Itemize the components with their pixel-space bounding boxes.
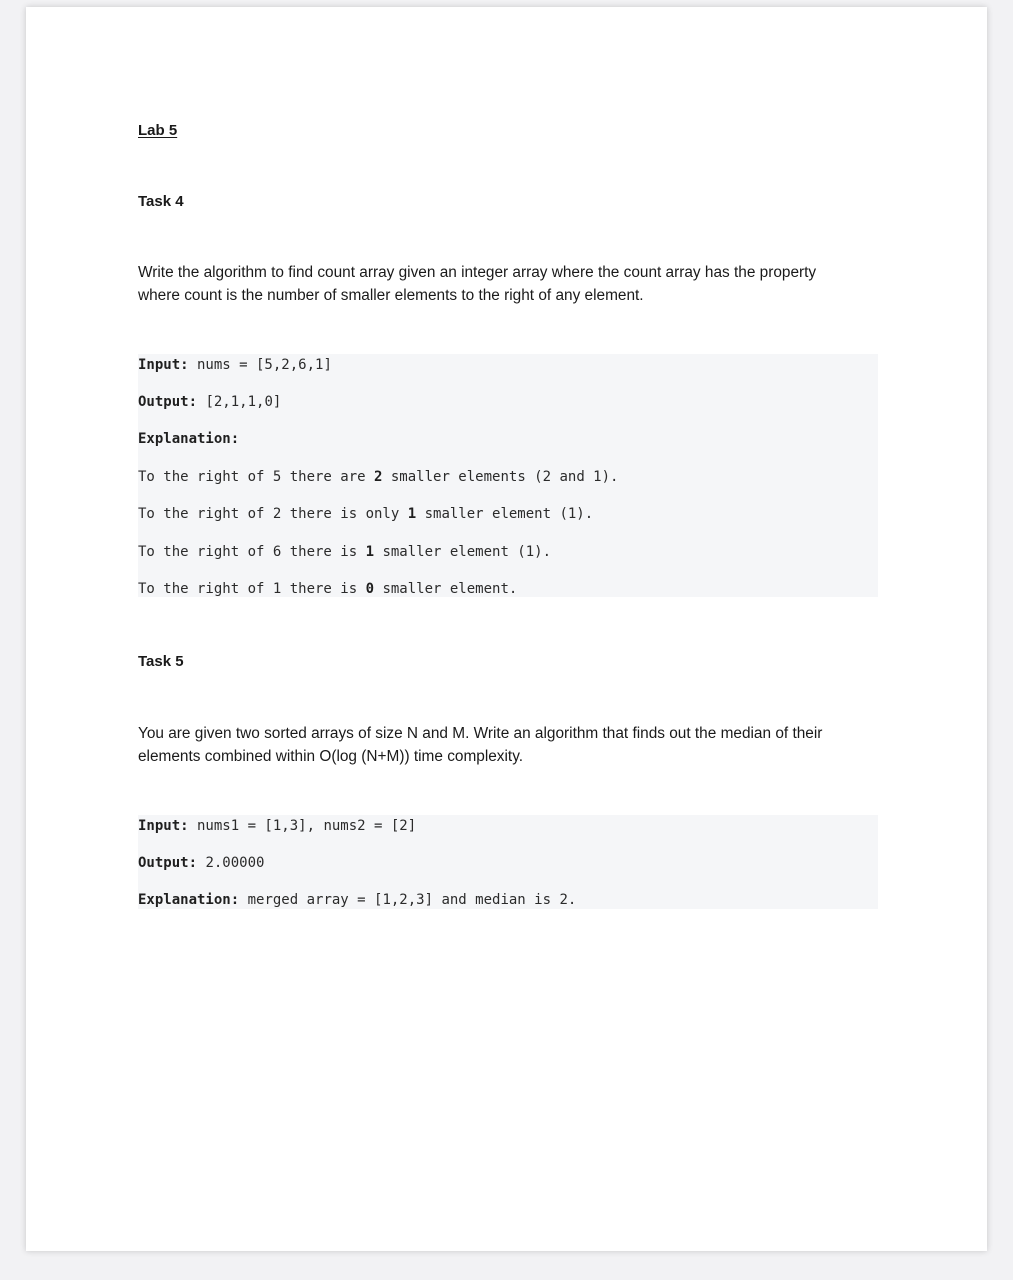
task5-explanation-value: merged array = [1,2,3] and median is 2. — [239, 892, 577, 908]
task4-description — [138, 261, 868, 307]
task4-description-line1: Write the algorithm to find count array given an integer array where the count array has the property — [138, 264, 817, 281]
task4-output-value: [2,1,1,0] — [197, 394, 282, 410]
task4-example-block — [138, 354, 878, 597]
task4-explanation-line4: To the right of 1 there is 0 smaller element. — [138, 581, 518, 597]
task5-explanation-line — [138, 892, 576, 908]
task5-output-label: Output: — [138, 855, 198, 871]
task4-input-line — [138, 357, 332, 373]
task4-input-value: nums = [5,2,6,1] — [188, 357, 332, 373]
task5-description-line1: You are given two sorted arrays of size N and M. Write an algorithm that finds out the median of their — [138, 725, 823, 742]
task5-input-line — [138, 818, 416, 834]
task5-input-value: nums1 = [1,3], nums2 = [2] — [188, 818, 417, 834]
task4-explanation-line2: To the right of 2 there is only 1 smaller element (1). — [138, 506, 594, 522]
task5-heading: Task 5 — [138, 653, 184, 670]
task5-output-value: 2.00000 — [197, 855, 265, 871]
task4-heading: Task 4 — [138, 193, 184, 210]
task5-input-label: Input: — [138, 818, 189, 834]
task5-description — [138, 722, 868, 768]
document-page — [26, 7, 987, 1251]
task4-output-line — [138, 394, 281, 410]
task5-output-line — [138, 855, 264, 871]
task4-input-label: Input: — [138, 357, 189, 373]
task4-output-label: Output: — [138, 394, 198, 410]
task4-explanation-line1: To the right of 5 there are 2 smaller elements (2 and 1). — [138, 469, 619, 485]
lab-title: Lab 5 — [138, 122, 178, 139]
task5-example-block — [138, 815, 878, 909]
task5-description-line2: elements combined within O(log (N+M)) time complexity. — [138, 748, 524, 765]
task5-explanation-label: Explanation: — [138, 892, 240, 908]
task4-explanation-label: Explanation: — [138, 431, 240, 447]
task4-explanation-line3: To the right of 6 there is 1 smaller element (1). — [138, 544, 552, 560]
task4-description-line2: where count is the number of smaller elements to the right of any element. — [138, 287, 644, 304]
